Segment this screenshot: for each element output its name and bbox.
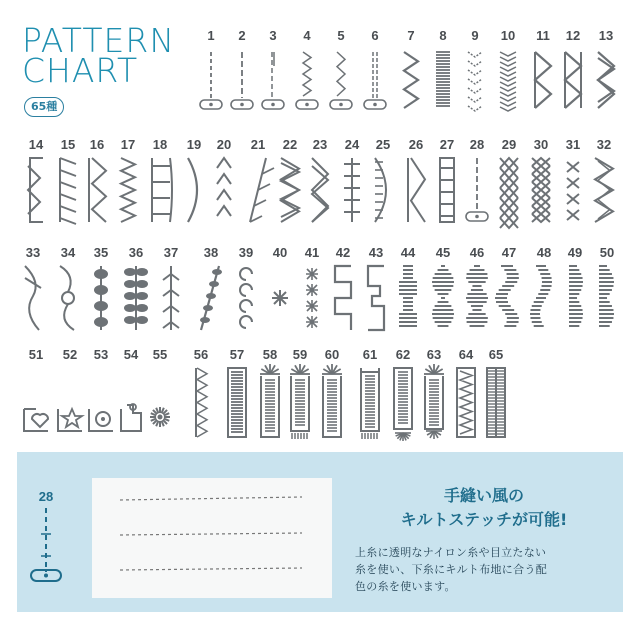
pattern-number: 20 (216, 137, 232, 152)
pattern-number: 45 (435, 245, 451, 260)
pattern-32 (595, 137, 613, 222)
pattern-number: 30 (533, 137, 549, 152)
pattern-1 (200, 28, 222, 109)
pattern-65 (487, 347, 505, 437)
pattern-10 (500, 28, 516, 111)
pattern-number: 38 (203, 245, 219, 260)
pattern-number: 40 (272, 245, 288, 260)
pattern-49 (568, 245, 583, 326)
pattern-64 (457, 347, 475, 437)
pattern-number: 14 (28, 137, 44, 152)
pattern-46 (466, 245, 488, 326)
pattern-59 (290, 347, 310, 439)
heading-line-2: キルトステッチが可能! (400, 510, 568, 529)
pattern-17 (121, 137, 135, 222)
pattern-60 (322, 347, 342, 437)
pattern-37 (163, 245, 179, 330)
pattern-number: 6 (371, 28, 379, 43)
pattern-number: 25 (375, 137, 391, 152)
feature-description (355, 544, 613, 595)
pattern-number: 50 (599, 245, 615, 260)
pattern-57 (228, 347, 246, 437)
pattern-2 (231, 28, 253, 109)
pattern-21 (250, 137, 274, 222)
pattern-39 (239, 245, 253, 328)
feature-heading (355, 484, 613, 532)
pattern-number: 32 (596, 137, 612, 152)
pattern-8 (436, 28, 450, 106)
pattern-number: 18 (152, 137, 168, 152)
pattern-number: 23 (312, 137, 328, 152)
pattern-number: 11 (536, 28, 550, 43)
pattern-13 (598, 28, 614, 108)
description-line-1: 上糸に透明なナイロン糸や目立たない (355, 546, 547, 559)
pattern-number: 63 (426, 347, 442, 362)
pattern-53 (89, 347, 113, 431)
pattern-number: 43 (368, 245, 384, 260)
pattern-24 (344, 137, 360, 222)
pattern-number: 4 (303, 28, 311, 43)
pattern-number: 9 (471, 28, 479, 43)
pattern-number: 49 (567, 245, 583, 260)
pattern-43 (368, 245, 384, 330)
pattern-41 (305, 245, 319, 328)
pattern-number: 22 (282, 137, 298, 152)
pattern-20 (217, 137, 231, 216)
pattern-55 (150, 347, 170, 427)
pattern-number: 29 (501, 137, 517, 152)
pattern-number: 62 (395, 347, 411, 362)
pattern-number: 64 (458, 347, 474, 362)
pattern-30 (532, 137, 550, 222)
pattern-number: 56 (193, 347, 209, 362)
pattern-number: 27 (439, 137, 455, 152)
pattern-61 (361, 347, 379, 439)
pattern-33 (25, 245, 41, 330)
description-line-2: 糸を使い、下糸にキルト布地に合う配 (355, 563, 547, 576)
pattern-36 (124, 245, 148, 330)
pattern-42 (335, 245, 351, 330)
description-line-3: 色の糸を使います。 (355, 580, 456, 593)
pattern-number: 33 (25, 245, 41, 260)
pattern-number: 57 (229, 347, 245, 362)
fabric-swatch (92, 478, 332, 598)
pattern-number: 61 (362, 347, 378, 362)
pattern-count-badge: 65種 (24, 97, 64, 117)
pattern-number: 36 (128, 245, 144, 260)
pattern-25 (375, 137, 390, 222)
pattern-number: 12 (565, 28, 581, 43)
pattern-number: 53 (93, 347, 109, 362)
pattern-63 (424, 347, 444, 439)
pattern-56 (194, 347, 208, 437)
pattern-number: 17 (120, 137, 136, 152)
pattern-6 (364, 28, 386, 109)
pattern-26 (408, 137, 425, 222)
pattern-number: 2 (238, 28, 246, 43)
pattern-27 (440, 137, 454, 222)
pattern-number: 42 (335, 245, 351, 260)
pattern-number: 51 (28, 347, 44, 362)
pattern-number: 3 (269, 28, 277, 43)
pattern-number: 15 (60, 137, 76, 152)
pattern-11 (535, 28, 551, 108)
pattern-number: 7 (407, 28, 415, 43)
pattern-52 (58, 347, 82, 431)
pattern-16 (89, 137, 106, 222)
pattern-58 (260, 347, 280, 437)
pattern-15 (60, 137, 76, 224)
pattern-35 (94, 245, 108, 330)
feature-pattern-number: 28 (38, 489, 54, 504)
pattern-number: 41 (304, 245, 320, 260)
pattern-number: 37 (163, 245, 179, 260)
pattern-9 (468, 28, 482, 111)
pattern-number: 13 (598, 28, 614, 43)
title-line-2: CHART (22, 51, 139, 90)
pattern-number: 24 (344, 137, 360, 152)
pattern-62 (394, 347, 412, 441)
title-line-1: PATTERN (22, 21, 176, 60)
pattern-18 (152, 137, 172, 222)
pattern-44 (399, 245, 417, 326)
pattern-number: 35 (93, 245, 109, 260)
pattern-34 (60, 245, 76, 330)
pattern-number: 60 (324, 347, 340, 362)
pattern-48 (530, 245, 552, 326)
pattern-number: 34 (60, 245, 76, 260)
pattern-number: 47 (501, 245, 517, 260)
pattern-22 (281, 137, 299, 222)
pattern-number: 59 (292, 347, 308, 362)
pattern-31 (566, 137, 580, 220)
pattern-number: 44 (400, 245, 416, 260)
pattern-4 (296, 28, 318, 109)
pattern-number: 19 (186, 137, 202, 152)
pattern-number: 65 (488, 347, 504, 362)
pattern-50 (599, 245, 614, 326)
pattern-number: 8 (439, 28, 447, 43)
pattern-number: 28 (469, 137, 485, 152)
pattern-47 (495, 245, 519, 326)
pattern-5 (330, 28, 352, 109)
pattern-number: 58 (262, 347, 278, 362)
pattern-number: 16 (89, 137, 105, 152)
pattern-54 (121, 347, 141, 431)
pattern-number: 54 (123, 347, 139, 362)
pattern-12 (565, 28, 581, 108)
pattern-14 (28, 137, 44, 222)
pattern-number: 46 (469, 245, 485, 260)
swatch-stitch-lines (92, 478, 332, 598)
pattern-3 (262, 28, 284, 109)
pattern-19 (187, 137, 201, 222)
pattern-51 (24, 347, 48, 431)
pattern-7 (404, 28, 418, 108)
pattern-number: 21 (250, 137, 266, 152)
pattern-28 (466, 137, 488, 221)
pattern-23 (312, 137, 328, 222)
pattern-number: 5 (337, 28, 345, 43)
pattern-number: 26 (408, 137, 424, 152)
pattern-number: 48 (536, 245, 552, 260)
feature-stitch-icon (26, 506, 66, 606)
pattern-number: 55 (152, 347, 168, 362)
pattern-38 (200, 245, 222, 330)
pattern-number: 39 (238, 245, 254, 260)
heading-line-1: 手縫い風の (443, 486, 524, 505)
pattern-40 (272, 245, 288, 306)
pattern-45 (432, 245, 454, 326)
pattern-number: 31 (565, 137, 581, 152)
pattern-number: 10 (500, 28, 516, 43)
pattern-29 (500, 137, 518, 228)
pattern-number: 1 (207, 28, 215, 43)
pattern-number: 52 (62, 347, 78, 362)
